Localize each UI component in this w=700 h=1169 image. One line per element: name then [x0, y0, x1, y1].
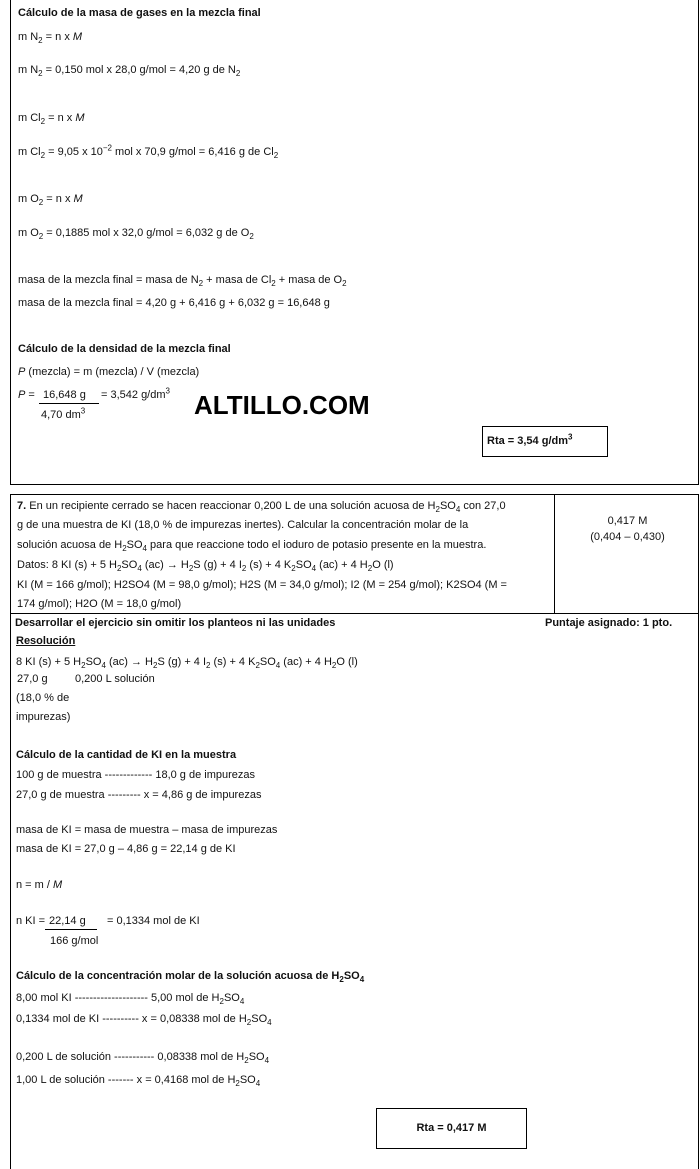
problem7-divider-horizontal [10, 613, 699, 614]
mCl2-formula: m $Cl_2 = n$ x M [18, 112, 85, 127]
impurity-note-2: impurezas) [16, 711, 71, 723]
instructions: Desarrollar el ejercicio sin omitir los planteos ni las unidades [15, 617, 336, 629]
ki-mass-def: masa de KI = masa de muestra – masa de impurezas [16, 824, 278, 836]
n-ki-fraction-bar [45, 929, 97, 930]
problem7-line1: 7. En un recipiente cerrado se hacen reaccionar 0,200 L de una solución acuosa de $H_2SO_4$ con 27,0 [17, 500, 506, 515]
mO2-calc: m $O_2 = 0,1885$ mol x 32,0 g/mol = 6,032 g de $O_2$ [18, 227, 254, 242]
mCl2-calc: m $Cl_2 = 9,05$ x $10^{-2}$ mol x 70,9 g/mol = 6,416 g de $Cl_2$ [18, 143, 279, 161]
problem7-line2: g de una muestra de KI (18,0 % de impurezas inertes). Calcular la concentración molar de la [17, 519, 469, 531]
n-formula: n = m / M [16, 879, 63, 891]
watermark: ALTILLO.COM [194, 390, 370, 420]
density-denominator: 4,70 $dm^3$ [41, 406, 86, 421]
under-h2so4: 0,200 L solución [75, 673, 155, 685]
n-ki-numerator: 22,14 g [49, 915, 86, 927]
conc-line1: 8,00 mol KI -------------------- 5,00 mol de $H_2SO_4$ [16, 992, 245, 1007]
problem7-masses-2: 174 g/mol); H2O (M = 18,0 g/mol) [17, 598, 182, 610]
density-fraction-bar [39, 403, 99, 404]
ki-line1: 100 g de muestra ------------- 18,0 g de impurezas [16, 769, 256, 781]
heading-density: Cálculo de la densidad de la mezcla final [18, 343, 231, 355]
mO2-formula: m $O_2 = n$ x M [18, 193, 83, 208]
heading-ki: Cálculo de la cantidad de KI en la muestra [16, 749, 237, 761]
mN2-formula: m $N_2 = n$ x M [18, 31, 83, 46]
conc-line3: 0,200 L de solución ----------- 0,08338 mol de $H_2SO_4$ [16, 1051, 270, 1066]
under-ki: 27,0 g [17, 673, 48, 685]
problem7-divider-vertical [554, 494, 555, 614]
ki-mass-calc: masa de KI = 27,0 g – 4,86 g = 22,14 g de KI [16, 843, 236, 855]
final-answer: Rta = 0,417 M [416, 1122, 487, 1134]
density-result: = 3,542 $g/dm^3$ [101, 386, 170, 401]
ki-line2: 27,0 g de muestra --------- x = 4,86 g de impurezas [16, 789, 262, 801]
conc-line2: 0,1334 mol de KI ---------- x = 0,08338 mol de $H_2SO_4$ [16, 1013, 272, 1028]
answer-value: 0,417 M [607, 515, 648, 527]
heading-conc: Cálculo de la concentración molar de la solución acuosa de $H_2SO_4$ [16, 970, 365, 985]
resolution-heading: Resolución [16, 635, 76, 647]
n-ki-result: = 0,1334 mol de KI [107, 915, 200, 927]
score: Puntaje asignado: 1 pto. [545, 617, 673, 629]
heading-mass: Cálculo de la masa de gases en la mezcla final [18, 7, 261, 19]
n-ki-label: n KI = [16, 915, 46, 927]
problem7-line3: solución acuosa de $H_2SO_4$ para que reaccione todo el ioduro de potasio presente en la muestra. [17, 539, 487, 554]
impurity-note-1: (18,0 % de [16, 692, 70, 704]
mix-mass-line2: masa de la mezcla final = 4,20 g + 6,416 g + 6,032 g = 16,648 g [18, 297, 330, 309]
density-numerator: 16,648 g [43, 389, 86, 401]
mN2-calc: m $N_2 = 0,150$ mol x 28,0 g/mol = 4,20 g de $N_2$ [18, 64, 241, 79]
problem7-masses-1: KI (M = 166 g/mol); H2SO4 (M = 98,0 g/mol); H2S (M = 34,0 g/mol); I2 (M = 254 g/mol); K2SO4 (M = [17, 579, 507, 591]
reaction-equation: 8 KI (s) + 5 $H_2SO_4$ $(ac) \to H_2S$ (g) + 4 $I_2$ (s) + 4 $K_2SO_4$ (ac) + 4 $H_2O$ (l) [16, 656, 358, 671]
problem7-datos: Datos: 8 KI (s) + 5 $H_2SO_4$ $(ac) \to H_2S$ (g) + 4 $I_2$ (s) + 4 $K_2SO_4$ (ac) + 4 $H_2O$ (l) [17, 559, 394, 574]
density-formula: P (mezcla) = m (mezcla) / V (mezcla) [18, 366, 200, 378]
conc-line4: 1,00 L de solución ------- x = 0,4168 mol de $H_2SO_4$ [16, 1074, 261, 1089]
n-ki-denominator: 166 g/mol [50, 935, 99, 947]
answer-range: (0,404 – 0,430) [590, 531, 665, 543]
mix-mass-line1: masa de la mezcla final = masa de $N_2$ + masa de $Cl_2$ + masa de $O_2$ [18, 274, 347, 289]
answer-part1: Rta = 3,54 $g/dm^3$ [487, 432, 573, 447]
density-eq-label: P = [18, 389, 35, 401]
